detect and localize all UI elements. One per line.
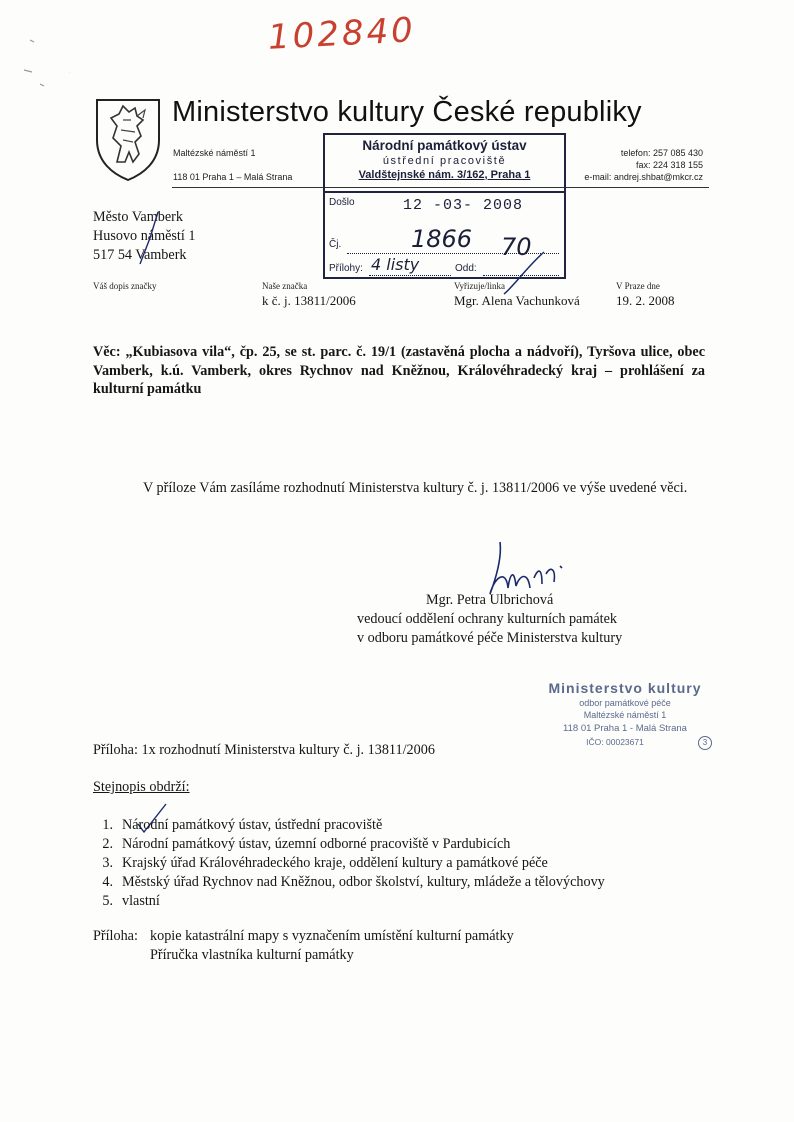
dept-stamp-line4: 118 01 Praha 1 - Malá Strana [563, 723, 687, 734]
dept-stamp-number: 3 [698, 736, 712, 750]
attachment-line: Příloha: 1x rozhodnutí Ministerstva kultury č. j. 13811/2006 [93, 742, 435, 758]
our-ref-label: Naše značka [262, 281, 308, 291]
stamp-address: Valdštejnské nám. 3/162, Praha 1 [358, 169, 531, 181]
date-value: 19. 2. 2008 [616, 293, 675, 308]
copy-item-text: Národní památkový ústav, územní odborné pracoviště v Pardubicích [122, 836, 511, 852]
copy-item-text: vlastní [122, 893, 160, 909]
footer-attachment-item2: Příručka vlastníka kulturní památky [150, 947, 354, 963]
footer-attachments-label: Příloha: [93, 928, 138, 944]
copy-item-number: 5. [102, 893, 113, 909]
stamp-attachments-line [369, 275, 451, 276]
date-label: V Praze dne [616, 281, 660, 291]
our-ref-value: k č. j. 13811/2006 [262, 293, 356, 308]
copy-item-number: 3. [102, 855, 113, 871]
scan-margin-marks [20, 30, 70, 100]
stamp-ref-value: 1866 [411, 225, 473, 253]
dept-stamp-line5: IČO: 00023671 [586, 737, 644, 747]
ministry-fax: fax: 224 318 155 [635, 160, 703, 170]
ministry-phone: telefon: 257 085 430 [620, 148, 703, 158]
coat-of-arms-icon [93, 96, 163, 182]
handwritten-signature [480, 538, 570, 598]
recipient-line1: Město Vamberk [93, 209, 183, 225]
footer-attachment-item1: kopie katastrální mapy s vyznačením umístění kulturní památky [150, 928, 514, 944]
copy-item [93, 873, 713, 892]
handled-by-label: Vyřizuje/linka [454, 281, 505, 291]
signatory-title-line2: v odboru památkové péče Ministerstva kultury [357, 630, 623, 646]
ministry-title: Ministerstvo kultury České republiky [172, 96, 642, 128]
recipient-line2: Husovo náměstí 1 [93, 228, 196, 244]
subject-line: Věc: „Kubiasova vila“, čp. 25, se st. parc. č. 19/1 (zastavěná plocha a nádvoří), Tyršova ulice, obec Vamberk, k.ú. Vamberk, okres Rychnov nad Kněžnou, Královéhradecký kraj – prohlášení za kulturní památku [93, 344, 705, 397]
ministry-address-line1: Maltézské náměstí 1 [173, 148, 256, 158]
stamp-ref-label: Čj. [329, 239, 342, 250]
signatory-title-line1: vedoucí oddělení ochrany kulturních památek [357, 611, 618, 627]
copy-item [93, 835, 713, 854]
copy-item-number: 2. [102, 836, 113, 852]
dept-stamp-line3: Maltézské náměstí 1 [583, 710, 667, 720]
handwritten-registry-number: 102840 [267, 10, 417, 58]
ministry-address-line2: 118 01 Praha 1 – Malá Strana [173, 172, 293, 182]
stamp-received-label: Došlo [329, 197, 355, 208]
stamp-ref-suffix: 70 [501, 233, 532, 261]
body-paragraph: V příloze Vám zasíláme rozhodnutí Ministerstva kultury č. j. 13811/2006 ve výše uvedené věci. [143, 480, 688, 496]
copy-item-text: Krajský úřad Královéhradeckého kraje, oddělení kultury a památkové péče [122, 855, 548, 871]
copy-item-number: 1. [102, 817, 113, 833]
signatory-name: Mgr. Petra Ulbrichová [426, 592, 554, 608]
dept-stamp-line1: Ministerstvo kultury [548, 680, 702, 696]
stamp-received-date: 12 -03- 2008 [403, 197, 524, 214]
pen-check-mark [130, 208, 170, 268]
department-stamp [530, 680, 720, 760]
recipient-line3: 517 54 Vamberk [93, 247, 187, 263]
stamp-attachments-label: Přílohy: [329, 263, 363, 274]
stamp-organization: Národní památkový ústav [362, 138, 527, 153]
ministry-email: e-mail: andrej.shbat@mkcr.cz [584, 172, 703, 182]
stamp-department: ústřední pracoviště [382, 155, 507, 167]
dept-stamp-line2: odbor památkové péče [579, 698, 671, 708]
copy-item-number: 4. [102, 874, 113, 890]
copy-item-text: Městský úřad Rychnov nad Kněžnou, odbor školství, kultury, mládeže a tělovýchovy [122, 874, 605, 890]
copies-heading: Stejnopis obdrží: [93, 779, 190, 795]
stamp-attachments-value: 4 listy [371, 255, 420, 274]
stamp-dept-label: Odd: [455, 263, 477, 274]
copy-item [93, 854, 713, 873]
copy-item-text: Národní památkový ústav, ústřední pracoviště [122, 817, 383, 833]
copy-item [93, 816, 713, 835]
handled-by-value: Mgr. Alena Vachunková [454, 293, 580, 308]
copy-item [93, 892, 713, 911]
copies-list [93, 816, 713, 911]
your-ref-label: Váš dopis značky [93, 281, 157, 291]
receipt-stamp-header [325, 135, 564, 193]
